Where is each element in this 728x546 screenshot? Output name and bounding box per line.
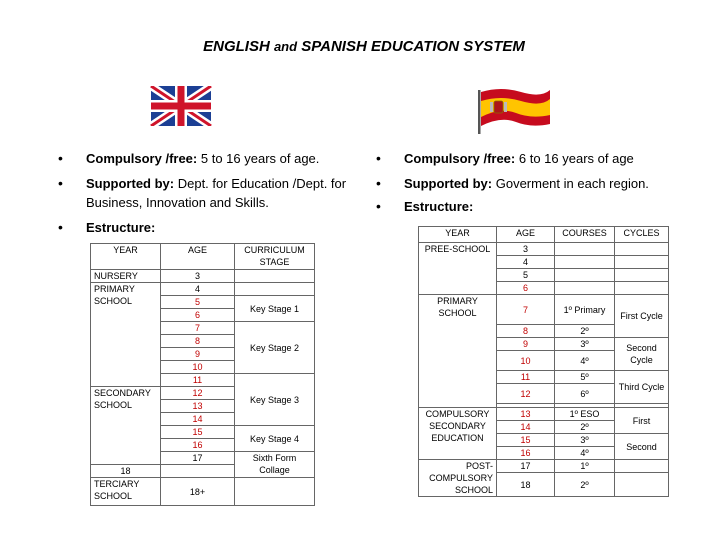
age-cell: 17 (497, 460, 555, 473)
age-cell: 4 (161, 283, 235, 296)
table-row (419, 295, 669, 325)
year-post-compulsory: POST-COMPULSORY SCHOOL (419, 460, 497, 497)
age-cell: 6 (497, 282, 555, 295)
course-cell: 5º (555, 371, 615, 384)
table-header-row (419, 227, 669, 243)
course-cell: 1º Primary (555, 295, 615, 325)
english-bullet-compulsory: • Compulsory /free: 5 to 16 years of age. (58, 149, 368, 168)
cycle-cell: First Cycle (615, 295, 669, 338)
year-secondary: SECONDARY SCHOOL (91, 387, 161, 465)
year-nursery: NURSERY (91, 270, 161, 283)
header-age: AGE (161, 244, 235, 270)
spanish-bullet-list (376, 149, 716, 222)
age-cell: 6 (161, 309, 235, 322)
spanish-education-table (418, 226, 669, 497)
year-terciary: TERCIARY SCHOOL (91, 478, 161, 506)
age-cell: 11 (497, 371, 555, 384)
stage-cell: Key Stage 2 (235, 322, 315, 374)
age-cell: 14 (161, 413, 235, 426)
age-cell: 18+ (161, 478, 235, 506)
age-cell: 8 (161, 335, 235, 348)
age-cell: 7 (161, 322, 235, 335)
english-bullet-structure: • Estructure: (58, 218, 368, 237)
age-cell: 7 (497, 295, 555, 325)
table-row (91, 478, 315, 506)
age-cell: 18 (497, 473, 555, 497)
age-cell: 16 (497, 447, 555, 460)
cycle-cell: Second (615, 434, 669, 460)
cycle-cell: Third Cycle (615, 371, 669, 404)
course-cell: 6º (555, 384, 615, 404)
english-bullet-list (58, 149, 368, 243)
table-row (91, 270, 315, 283)
age-cell: 14 (497, 421, 555, 434)
age-cell: 17 (161, 452, 235, 465)
table-row (419, 408, 669, 421)
course-cell: 2º (555, 473, 615, 497)
age-cell: 13 (497, 408, 555, 421)
spanish-bullet-compulsory: • Compulsory /free: 6 to 16 years of age (376, 149, 716, 168)
spain-flag-icon (476, 84, 552, 134)
stage-cell: Key Stage 3 (235, 374, 315, 426)
age-cell: 5 (161, 296, 235, 309)
cycle-cell: First (615, 408, 669, 434)
course-cell: 3º (555, 434, 615, 447)
course-cell: 2º (555, 325, 615, 338)
age-cell: 9 (497, 338, 555, 351)
table-header-row (91, 244, 315, 270)
age-cell: 11 (161, 374, 235, 387)
age-cell: 9 (161, 348, 235, 361)
age-cell: 3 (161, 270, 235, 283)
table-row (91, 283, 315, 296)
course-cell: 3º (555, 338, 615, 351)
course-cell: 2º (555, 421, 615, 434)
course-cell: 1º (555, 460, 615, 473)
year-primary: PRIMARY SCHOOL (91, 283, 161, 387)
age-cell: 15 (161, 426, 235, 439)
age-cell: 13 (161, 400, 235, 413)
header-curriculum-stage: CURRICULUM STAGE (235, 244, 315, 270)
age-cell: 5 (497, 269, 555, 282)
header-year: YEAR (419, 227, 497, 243)
age-cell: 16 (161, 439, 235, 452)
year-secondary: COMPULSORY SECONDARY EDUCATION (419, 408, 497, 460)
header-courses: COURSES (555, 227, 615, 243)
age-cell: 18 (91, 465, 161, 478)
english-bullet-supported: • Supported by: Dept. for Education /Dept. for Business, Innovation and Skills. (58, 174, 368, 212)
age-cell: 12 (497, 384, 555, 404)
year-preschool: PREE-SCHOOL (419, 243, 497, 295)
course-cell: 1º ESO (555, 408, 615, 421)
header-age: AGE (497, 227, 555, 243)
stage-cell: Key Stage 4 (235, 426, 315, 452)
stage-cell: Key Stage 1 (235, 296, 315, 322)
header-year: YEAR (91, 244, 161, 270)
age-cell: 4 (497, 256, 555, 269)
page-title: ENGLISH and SPANISH EDUCATION SYSTEM (203, 38, 525, 55)
age-cell: 12 (161, 387, 235, 400)
age-cell: 10 (497, 351, 555, 371)
age-cell: 3 (497, 243, 555, 256)
course-cell: 4º (555, 351, 615, 371)
stage-cell: Sixth Form Collage (235, 452, 315, 478)
age-cell: 15 (497, 434, 555, 447)
union-jack-flag-icon (150, 86, 212, 126)
age-cell: 10 (161, 361, 235, 374)
year-primary: PRIMARY SCHOOL (419, 295, 497, 408)
table-row (419, 460, 669, 473)
course-cell: 4º (555, 447, 615, 460)
english-education-table (90, 243, 315, 506)
cycle-cell: Second Cycle (615, 338, 669, 371)
age-cell: 8 (497, 325, 555, 338)
spanish-bullet-supported: • Supported by: Goverment in each region. (376, 174, 716, 193)
table-row (419, 243, 669, 256)
spanish-bullet-structure: • Estructure: (376, 197, 716, 216)
header-cycles: CYCLES (615, 227, 669, 243)
